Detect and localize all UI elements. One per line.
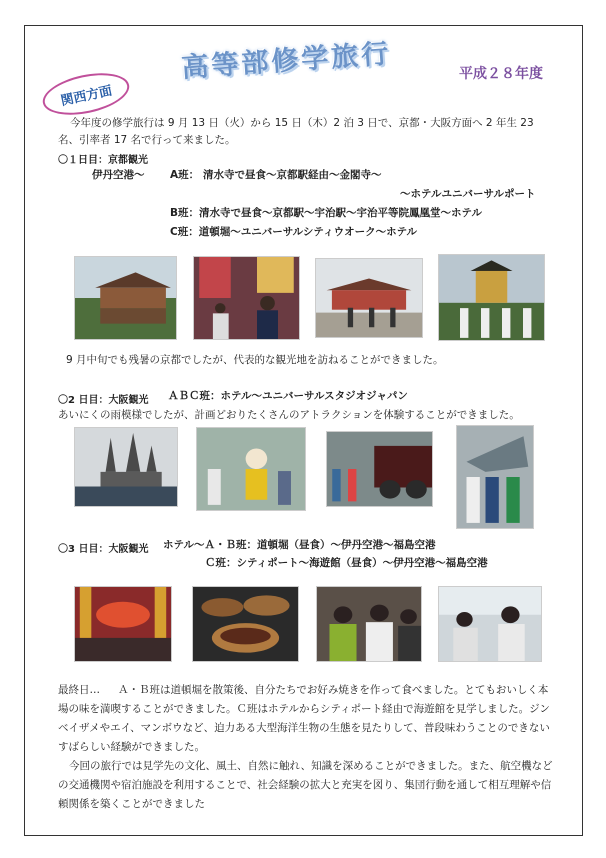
- photo-usj-character: [196, 427, 306, 511]
- day3-route-c: Ｃ班：シティポート～海遊館（昼食）～伊丹空港～福島空港: [205, 557, 488, 569]
- photo-kani-doraku-sign: [74, 586, 172, 662]
- closing-paragraph-1: Ａ・Ｂ班は道頓堀を散策後、自分たちでお好み焼きを作って食べました。とてもおいしく本場の味を満喫することができました。Ｃ班はホテルからシティポート経由で海遊館を見学しました。ジンベイザメやエイ、マンボウなど、迫力ある大型海洋生物の生態を見たりして、普段味わうことのできないすばらしい経験ができました。: [58, 684, 550, 753]
- photo-kiyomizu-temple: [74, 256, 177, 340]
- photo-ferry-students: [438, 586, 542, 662]
- day1-heading: 〇１日目：京都観光: [58, 155, 148, 166]
- day2-heading: 〇2 日目：大阪観光: [58, 395, 149, 406]
- photo-dotonbori-group: [193, 256, 300, 340]
- closing-paragraph-2: 今回の旅行では見学先の文化、風土、自然に触れ、知識を深めることができました。また、航空機などの交通機関や宿泊施設を利用することで、社会経験の拡大と充実を図り、集団行動を通して相互理解や信頼関係を築くことができました: [58, 760, 553, 810]
- day3-heading: 〇3 日目：大阪観光: [58, 544, 149, 555]
- photo-byodoin-group: [315, 258, 423, 338]
- region-badge-label: 関西方面: [59, 83, 114, 109]
- photo-okonomiyaki: [192, 586, 299, 662]
- intro-line-1: 今年度の修学旅行は 9 月 13 日（火）から 15 日（木）2 泊 3 日で、京都・大阪方面へ 2 年生 23: [70, 117, 534, 129]
- day3-route-ab: ホテル～Ａ・Ｂ班：道頓堀（昼食）～伊丹空港～福島空港: [163, 539, 436, 551]
- photo-hogwarts-castle: [74, 427, 178, 507]
- photo-hogwarts-express: [326, 431, 433, 507]
- day1-groupC: C班：道頓堀～ユニバーサルシティウオーク～ホテル: [170, 226, 418, 238]
- day1-groupA-label: A班：: [170, 169, 200, 181]
- closing-label: 最終日…: [58, 684, 100, 696]
- photo-restaurant-students: [316, 586, 422, 662]
- day1-groupB: B班：清水寺で昼食～京都駅～宇治駅～宇治平等院鳳凰堂～ホテル: [170, 207, 482, 219]
- day2-route: ＡＢＣ班：ホテル～ユニバーサルスタジオジャパン: [168, 390, 408, 402]
- day1-caption: 9 月中旬でも残暑の京都でしたが、代表的な観光地を訪ねることができました。: [66, 354, 444, 366]
- day1-groupA-route2: ～ホテルユニバーサルポート: [400, 188, 536, 200]
- day1-route-start: 伊丹空港～: [92, 169, 145, 181]
- day2-caption: あいにくの雨模様でしたが、計画どおりたくさんのアトラクションを体験することができました。: [58, 409, 520, 421]
- photo-kinkakuji-group: [438, 254, 545, 341]
- day1-groupA-route1: 清水寺で昼食～京都駅経由～金閣寺～: [203, 169, 382, 181]
- intro-line-2: 名、引率者 17 名で行って来ました。: [58, 134, 236, 146]
- photo-jaws-shark: [456, 425, 534, 529]
- page-title: 高等部修学旅行: [180, 38, 393, 84]
- era-label: 平成２８年度: [459, 66, 543, 82]
